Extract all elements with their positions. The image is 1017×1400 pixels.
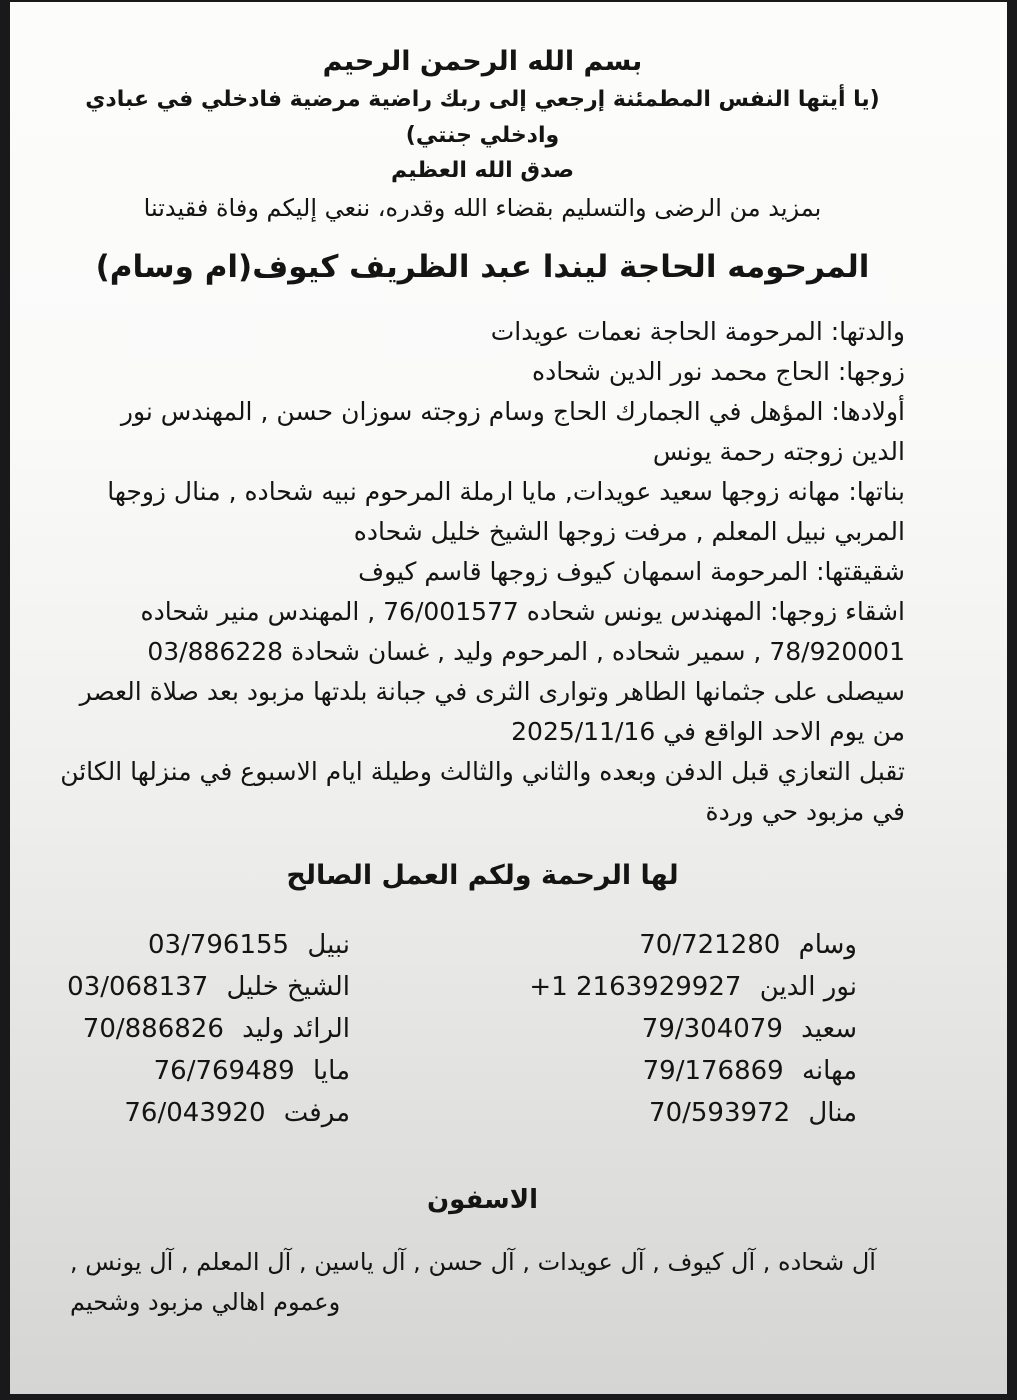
- deceased-name-title: المرحومه الحاجة ليندا عبد الظريف كيوف(ام وسام): [95, 249, 870, 285]
- phone-list: [60, 924, 905, 1134]
- announcement-intro: بمزيد من الرضى والتسليم بقضاء الله وقدره، ننعي إليكم وفاة فقيدتنا: [143, 194, 822, 222]
- contact-phone: +1 2163929927: [529, 972, 742, 1002]
- contact-phone: 76/769489: [153, 1056, 295, 1086]
- phone-column-left: [60, 924, 350, 1134]
- detail-husband-brothers: اشقاء زوجها: المهندس يونس شحاده 76/001577 , المهندس منير شحاده 78/920001 , سمير شحاده , المرحوم وليد , غسان شحادة 03/886228: [140, 597, 905, 666]
- contact-phone: 03/068137: [67, 972, 209, 1002]
- detail-mother: والدتها: المرحومة الحاجة نعمات عويدات: [490, 317, 905, 346]
- obituary-document: [10, 2, 1007, 1394]
- mourners-heading: الاسفون: [426, 1185, 539, 1215]
- phone-row: [547, 1050, 857, 1092]
- contact-name: مهانه: [801, 1056, 857, 1086]
- phone-row: [547, 1008, 857, 1050]
- contact-name: مرفت: [283, 1098, 350, 1128]
- detail-daughters: بناتها: مهانه زوجها سعيد عويدات, مايا ارملة المرحوم نبيه شحاده , منال زوجها المربي نبيل المعلم , مرفت زوجها الشيخ خليل شحاده: [107, 477, 905, 546]
- phone-column-right: [529, 924, 857, 1134]
- contact-name: نبيل: [307, 930, 350, 960]
- phone-row: [547, 924, 857, 966]
- mercy-line: لها الرحمة ولكم العمل الصالح: [286, 860, 679, 891]
- contact-phone: 79/304079: [641, 1014, 783, 1044]
- phone-row: [60, 1008, 350, 1050]
- basmala-line: بسم الله الرحمن الرحيم: [322, 46, 643, 77]
- phone-row: [60, 1050, 350, 1092]
- document-content: [60, 2, 905, 1322]
- sadaqa-line: صدق الله العظيم: [391, 158, 574, 183]
- detail-sister: شقيقتها: المرحومة اسمهان كيوف زوجها قاسم كيوف: [358, 557, 905, 586]
- contact-name: الشيخ خليل: [226, 972, 350, 1002]
- contact-name: الرائد وليد: [242, 1014, 350, 1044]
- contact-phone: 70/721280: [639, 930, 781, 960]
- detail-husband: زوجها: الحاج محمد نور الدين شحاده: [531, 357, 905, 386]
- document-header: [60, 42, 905, 290]
- phone-row: [60, 1092, 350, 1134]
- contact-name: نور الدين: [759, 972, 857, 1002]
- family-details: [60, 312, 905, 832]
- detail-sons: أولادها: المؤهل في الجمارك الحاج وسام زوجته سوزان حسن , المهندس نور الدين زوجته رحمة يونس: [120, 397, 905, 466]
- detail-funeral: سيصلى على جثمانها الطاهر وتوارى الثرى في جبانة بلدتها مزبود بعد صلاة العصر من يوم الاحد الواقع في 2025/11/16: [79, 677, 905, 746]
- contact-phone: 76/043920: [124, 1098, 266, 1128]
- phone-row: [60, 924, 350, 966]
- contact-name: وسام: [798, 930, 857, 960]
- detail-condolences: تقبل التعازي قبل الدفن وبعده والثاني والثالث وطيلة ايام الاسبوع في منزلها الكائن في مزبود حي وردة: [60, 757, 905, 826]
- phone-row: [529, 966, 857, 1008]
- contact-name: منال: [808, 1098, 857, 1128]
- phone-row: [547, 1092, 857, 1134]
- quran-verse: (يا أيتها النفس المطمئنة إرجعي إلى ربك راضية مرضية فادخلي في عبادي وادخلي جنتي): [85, 87, 880, 148]
- mourners-families: آل شحاده , آل كيوف , آل عويدات , آل حسن , آل ياسين , آل المعلم , آل يونس , وعموم اهالي مزبود وشحيم: [70, 1248, 876, 1316]
- phone-row: [60, 966, 350, 1008]
- contact-phone: 70/886826: [82, 1014, 224, 1044]
- contact-phone: 03/796155: [148, 930, 290, 960]
- contact-phone: 70/593972: [649, 1098, 791, 1128]
- contact-name: سعيد: [801, 1014, 857, 1044]
- contact-phone: 79/176869: [642, 1056, 784, 1086]
- contact-name: مايا: [312, 1056, 350, 1086]
